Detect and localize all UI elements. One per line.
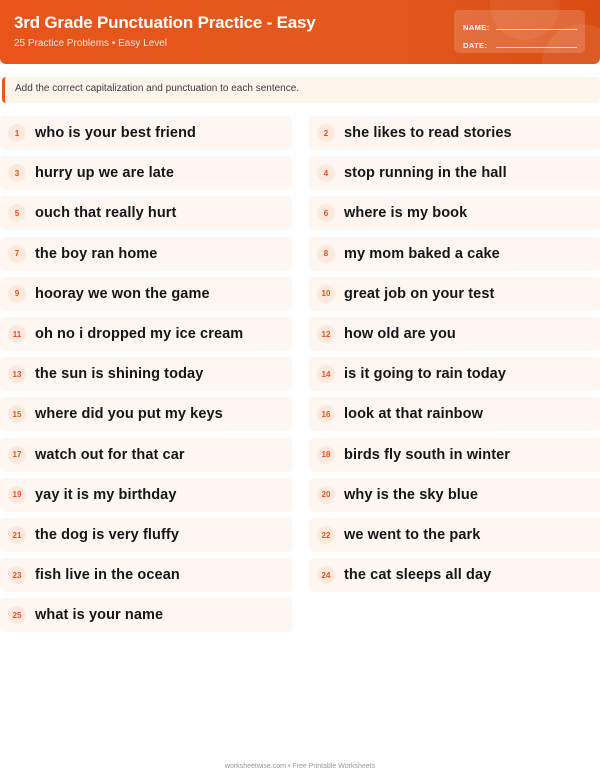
problem-item — [309, 116, 600, 150]
page-subtitle: 25 Practice Problems • Easy Level — [14, 38, 168, 49]
problem-sentence: fish live in the ocean — [35, 567, 180, 584]
problem-number: 6 — [317, 204, 335, 222]
problem-number: 3 — [8, 164, 26, 182]
problem-number: 13 — [8, 365, 26, 383]
problem-number: 19 — [8, 486, 26, 504]
date-label: DATE: — [463, 41, 488, 50]
problem-item — [309, 237, 600, 271]
instructions: Add the correct capitalization and punctuation to each sentence. — [2, 77, 600, 103]
problem-number: 8 — [317, 245, 335, 263]
problem-item — [0, 156, 292, 190]
problem-number: 7 — [8, 245, 26, 263]
problem-number: 2 — [317, 124, 335, 142]
problem-sentence: stop running in the hall — [344, 165, 507, 182]
problem-number: 1 — [8, 124, 26, 142]
name-row — [463, 16, 577, 32]
problem-sentence: yay it is my birthday — [35, 486, 177, 503]
problem-sentence: look at that rainbow — [344, 406, 483, 423]
problem-sentence: why is the sky blue — [344, 486, 479, 503]
problem-sentence: ouch that really hurt — [35, 205, 177, 222]
problem-number: 12 — [317, 325, 335, 343]
problem-number: 11 — [8, 325, 26, 343]
problem-number: 23 — [8, 566, 26, 584]
problem-item — [0, 438, 292, 472]
problem-number: 18 — [317, 446, 335, 464]
problem-item — [309, 397, 600, 431]
problem-sentence: great job on your test — [344, 285, 495, 302]
problem-sentence: she likes to read stories — [344, 125, 512, 141]
problem-item — [309, 317, 600, 351]
problem-sentence: where did you put my keys — [35, 406, 223, 423]
problem-item — [0, 598, 292, 632]
problem-number: 5 — [8, 204, 26, 222]
problem-sentence: hooray we won the game — [35, 285, 210, 302]
problem-sentence: is it going to rain today — [344, 366, 506, 383]
problem-sentence: my mom baked a cake — [344, 245, 500, 262]
problem-number: 16 — [317, 405, 335, 423]
problem-sentence: hurry up we are late — [35, 165, 174, 182]
problem-item — [309, 357, 600, 391]
problem-sentence: what is your name — [35, 607, 164, 624]
problem-item — [309, 478, 600, 512]
problem-number: 22 — [317, 526, 335, 544]
problem-sentence: the dog is very fluffy — [35, 527, 179, 543]
problem-number: 10 — [317, 285, 335, 303]
problem-sentence: where is my book — [344, 205, 468, 222]
problem-item — [0, 397, 292, 431]
problem-number: 24 — [317, 566, 335, 584]
problem-sentence: the boy ran home — [35, 245, 158, 262]
date-row — [463, 34, 577, 50]
problem-item — [309, 156, 600, 190]
problem-item — [0, 357, 292, 391]
name-label: NAME: — [463, 23, 490, 32]
problem-number: 25 — [8, 606, 26, 624]
problem-item — [0, 116, 292, 150]
problem-number: 15 — [8, 405, 26, 423]
worksheet-header — [0, 0, 600, 64]
problem-sentence: who is your best friend — [35, 125, 197, 141]
problem-item — [0, 317, 292, 351]
problem-item — [309, 518, 600, 552]
problem-item — [0, 518, 292, 552]
problem-item — [309, 438, 600, 472]
problem-number: 21 — [8, 526, 26, 544]
name-date-box — [454, 10, 585, 53]
problem-number: 4 — [317, 164, 335, 182]
problem-number: 9 — [8, 285, 26, 303]
problem-sentence: the sun is shining today — [35, 366, 204, 383]
problem-number: 17 — [8, 446, 26, 464]
problem-item — [309, 277, 600, 311]
problem-sentence: we went to the park — [344, 527, 481, 543]
problem-sentence: watch out for that car — [35, 446, 185, 463]
problem-item — [0, 478, 292, 512]
problem-sentence: how old are you — [344, 326, 456, 342]
problem-item — [0, 558, 292, 592]
footer: worksheetwise.com • Free Printable Worksheets — [224, 763, 376, 770]
problem-item — [309, 558, 600, 592]
problem-item — [0, 237, 292, 271]
problem-item — [309, 196, 600, 230]
problem-number: 20 — [317, 486, 335, 504]
name-field[interactable] — [496, 20, 577, 30]
problem-sentence: oh no i dropped my ice cream — [35, 326, 244, 342]
problem-number: 14 — [317, 365, 335, 383]
problem-item — [0, 277, 292, 311]
problem-sentence: the cat sleeps all day — [344, 567, 492, 584]
page-title: 3rd Grade Punctuation Practice - Easy — [14, 13, 316, 32]
problem-item — [0, 196, 292, 230]
problem-sentence: birds fly south in winter — [344, 446, 511, 463]
date-field[interactable] — [496, 38, 577, 48]
